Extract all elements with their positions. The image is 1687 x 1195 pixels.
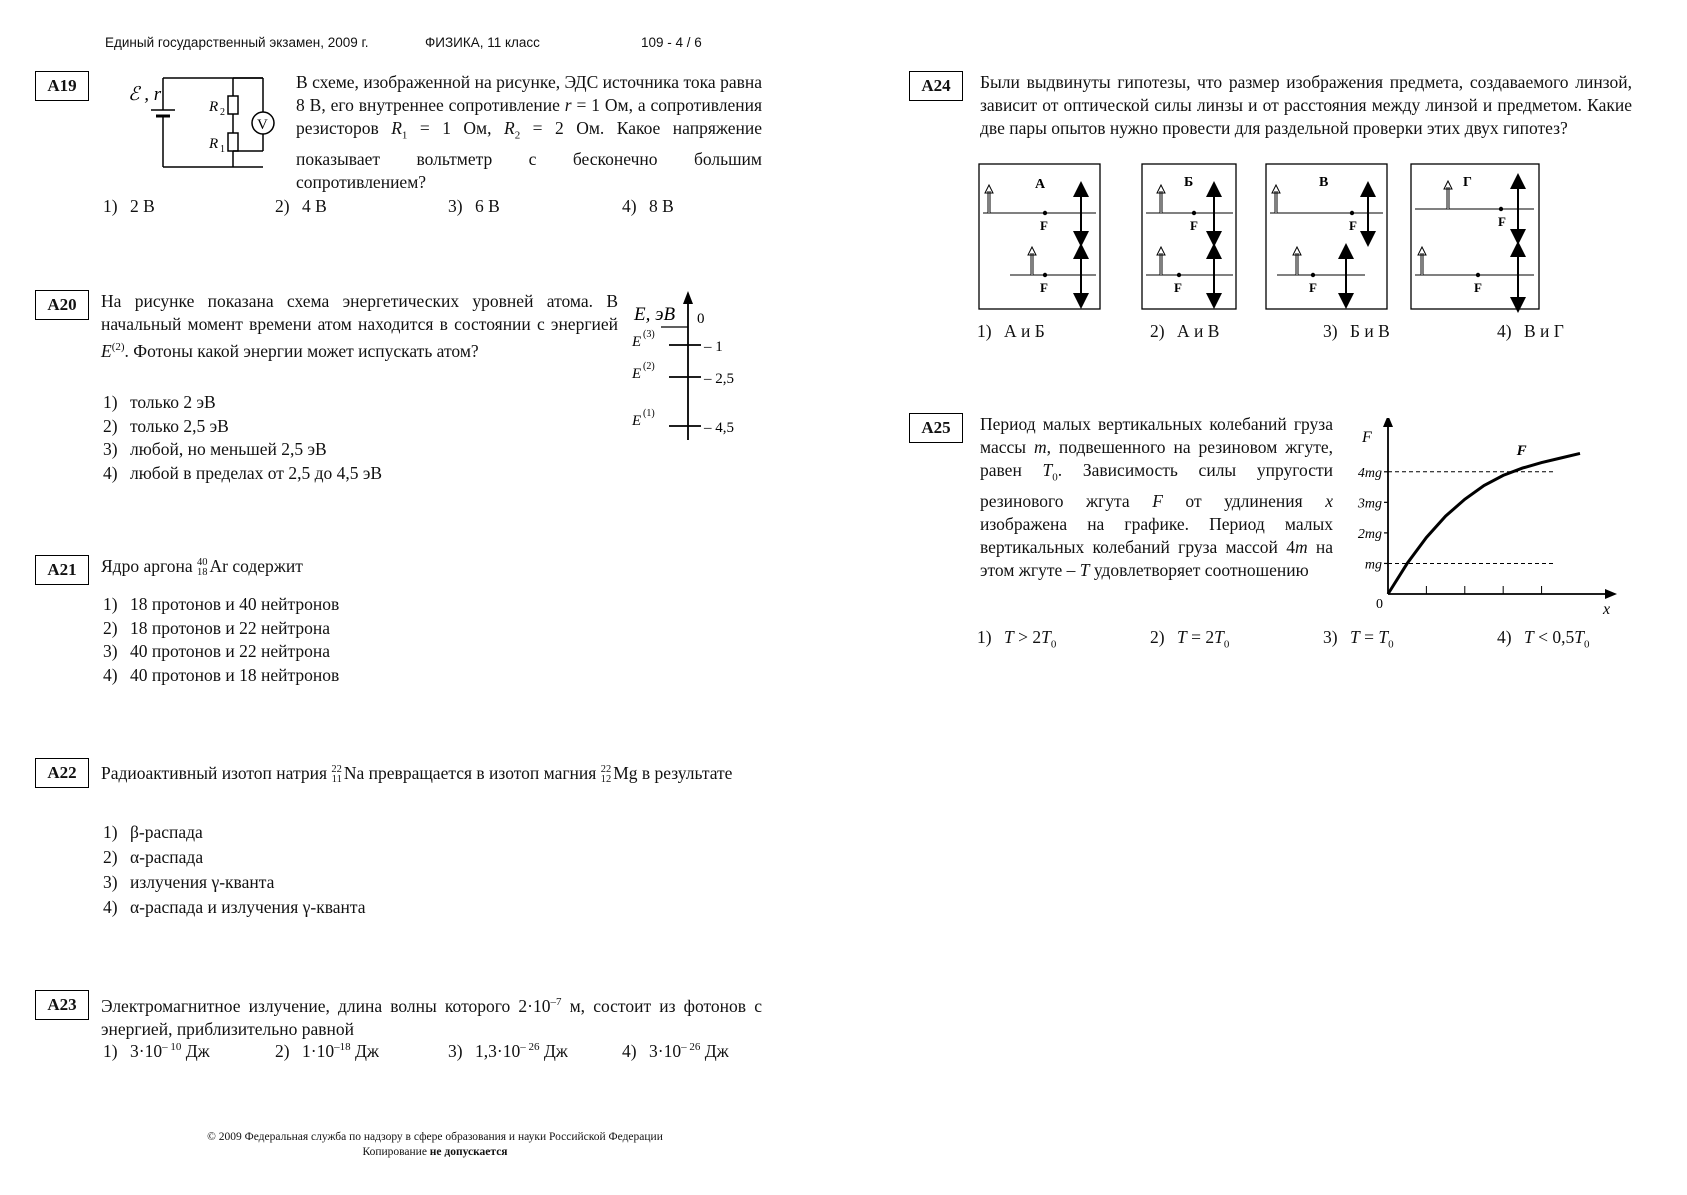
question-label-a23: A23 xyxy=(35,990,89,1020)
r1-sub: 1 xyxy=(220,144,225,155)
a21-text: Ядро аргона 40 18 Ar содержит xyxy=(101,556,303,578)
chart-dashed-levels xyxy=(1388,472,1556,564)
chart-ticks xyxy=(1357,466,1542,594)
a24-option-4: 4) В и Г xyxy=(1497,321,1564,341)
chart-axes xyxy=(1383,418,1617,599)
a20-option-2: 2) только 2,5 эВ xyxy=(103,415,229,436)
a19-option-3: 3) 6 В xyxy=(448,196,500,216)
a20-option-1: 1) только 2 эВ xyxy=(103,392,216,412)
a20-option-3: 3) любой, но меньшей 2,5 эВ xyxy=(103,439,327,459)
svg-text:F: F xyxy=(1498,214,1506,229)
a22-option-2: 2) α-распада xyxy=(103,847,204,867)
circuit-emf-label: ℰ , r xyxy=(128,84,162,105)
lens-experiments xyxy=(978,163,1540,313)
svg-text:F: F xyxy=(1190,218,1198,233)
a25-option-2: 2) $T = 2T_0$ xyxy=(1150,627,1230,651)
svg-text:F: F xyxy=(1040,218,1048,233)
panel-g xyxy=(1411,164,1539,309)
a22-option-3: 3) излучения γ-кванта xyxy=(103,872,275,892)
svg-text:Б: Б xyxy=(1184,175,1194,190)
a24-option-2: 2) А и В xyxy=(1150,321,1220,341)
a19-option-2: 2) 4 В xyxy=(275,196,327,216)
a21-option-2: 2) 18 протонов и 22 нейтрона xyxy=(103,617,331,638)
energy-axis-label: E, эВ xyxy=(634,304,676,325)
svg-text:(2): (2) xyxy=(643,361,655,372)
svg-text:E: E xyxy=(632,334,642,350)
svg-text:А: А xyxy=(1035,177,1046,192)
svg-text:(3): (3) xyxy=(643,329,655,340)
svg-text:F: F xyxy=(1040,280,1048,295)
question-label-a20: A20 xyxy=(35,290,89,320)
footer-copy-note: Копирование не допускается xyxy=(362,1146,508,1158)
level-value-2: – 2,5 xyxy=(704,371,734,387)
a22-options xyxy=(103,820,366,920)
a21-option-3: 3) 40 протонов и 22 нейтрона xyxy=(103,641,331,661)
r2-label: R xyxy=(209,99,219,115)
a19-option-4: 4) 8 В xyxy=(622,196,674,216)
level-value-1: – 1 xyxy=(704,339,723,355)
chart-y-tick-label: 4mg xyxy=(1357,465,1382,481)
svg-text:E: E xyxy=(632,366,642,382)
voltmeter-label: V xyxy=(257,117,268,133)
question-label-a22: A22 xyxy=(35,758,89,788)
header-subject: ФИЗИКА, 11 класс xyxy=(425,35,540,50)
chart-y-tick-label: 3mg xyxy=(1357,496,1382,512)
svg-text:F: F xyxy=(1349,218,1357,233)
chart-y-tick-label: mg xyxy=(1364,557,1382,573)
panel-a xyxy=(979,164,1100,309)
a23-option-2: 2) $1\cdot 10^{-18}$ Дж xyxy=(275,1041,379,1061)
panel-b xyxy=(1142,164,1236,309)
svg-text:Г: Г xyxy=(1463,175,1472,190)
a22-text: Радиоактивный изотоп натрия 22 11 Na превращается в изотоп магния 22 12 Mg в результате xyxy=(101,763,733,785)
chart-origin-label: 0 xyxy=(1376,597,1383,612)
chart-curve-label: F xyxy=(1516,442,1527,459)
svg-text:E: E xyxy=(632,413,642,429)
panel-v xyxy=(1266,164,1387,309)
r2-sub: 2 xyxy=(220,107,225,118)
chart-y-axis-label: F xyxy=(1362,429,1372,446)
a23-text: Электромагнитное излучение, длина волны которого $2\cdot 10^{-7}$ м, состоит из фотонов с энергией, приблизительно равной xyxy=(101,995,762,1039)
question-label-a21: A21 xyxy=(35,555,89,585)
a23-option-1: 1) $3\cdot 10^{- 10}$ Дж xyxy=(103,1041,210,1061)
r1-label: R xyxy=(209,136,219,152)
chart-x-arrow xyxy=(1605,589,1617,599)
svg-text:F: F xyxy=(1174,280,1182,295)
chart-y-arrow xyxy=(1383,418,1393,427)
a22-option-1: 1) β-распада xyxy=(103,822,203,842)
a25-option-3: 3) $T = T_0$ xyxy=(1323,627,1394,651)
question-label-a24: A24 xyxy=(909,71,963,101)
chart-y-tick-label: 2mg xyxy=(1357,526,1382,542)
a24-option-1: 1) А и Б xyxy=(977,321,1045,341)
question-label-a25: A25 xyxy=(909,413,963,443)
circuit-diagram xyxy=(125,70,285,180)
a21-option-4: 4) 40 протонов и 18 нейтронов xyxy=(103,664,340,685)
energy-level-diagram xyxy=(625,290,765,450)
resistor-r1 xyxy=(228,133,238,151)
a25-text: Период малых вертикальных колебаний груза массы m, подвешенного на резиновом жгуте, равен $T_0$. Зависимость силы упругости резинового жгута F от удлинения x изображена на графике. Период малых вертикальных колебаний груза массой 4m на этом жгуте – T удовлетворяет соотношению xyxy=(980,414,1334,580)
a22-option-4: 4) α-распада и излучения γ-кванта xyxy=(103,897,366,917)
a24-option-3: 3) Б и В xyxy=(1323,321,1390,341)
resistor-r2 xyxy=(228,96,238,114)
question-label-a19: A19 xyxy=(35,71,89,101)
a21-options xyxy=(103,593,339,687)
a25-option-4: 4) $T < 0,5T_0$ xyxy=(1497,627,1590,651)
a23-option-4: 4) $3\cdot 10^{- 26}$ Дж xyxy=(622,1041,729,1061)
energy-zero: 0 xyxy=(697,311,705,327)
level-value-3: – 4,5 xyxy=(704,420,734,436)
header-exam: Единый государственный экзамен, 2009 г. xyxy=(105,35,369,50)
a25-option-1: 1) $T > 2T_0$ xyxy=(977,627,1057,651)
header-page: 109 - 4 / 6 xyxy=(641,35,702,50)
svg-text:(1): (1) xyxy=(643,408,655,419)
svg-text:В: В xyxy=(1319,175,1329,190)
svg-text:F: F xyxy=(1474,280,1482,295)
chart-series-line-f xyxy=(1388,453,1580,594)
a21-option-1: 1) 18 протонов и 40 нейтронов xyxy=(103,594,340,614)
a20-options xyxy=(103,391,382,485)
a20-option-4: 4) любой в пределах от 2,5 до 4,5 эВ xyxy=(103,462,383,483)
force-extension-chart xyxy=(1340,418,1620,618)
chart-x-axis-label: x xyxy=(1603,601,1611,618)
a19-text: В схеме, изображенной на рисунке, ЭДС источника тока равна 8 В, его внутреннее сопротивление r = 1 Ом, а сопротивления резисторов $R_1 = 1$ Ом, $R_2 = 2$ Ом. Какое напряжение показывает вольтметр с бесконечно большим сопротивлением? xyxy=(296,72,763,192)
a24-text: Были выдвинуты гипотезы, что размер изображения предмета, создаваемого линзой, зависит от оптической силы линзы и от расстояния между линзой и предметом. Какие две пары опытов нужно провести для раздельной проверки этих двух гипотез? xyxy=(980,72,1632,138)
svg-text:F: F xyxy=(1309,280,1317,295)
footer-copyright: © 2009 Федеральная служба по надзору в сфере образования и науки Российской Федерации xyxy=(207,1131,663,1143)
a23-option-3: 3) $1,3\cdot 10^{- 26}$ Дж xyxy=(448,1041,568,1061)
a20-text: На рисунке показана схема энергетических уровней атома. В начальный момент времени атом находится в состоянии с энергией $E^{(2)}$. Фотоны какой энергии может испускать атом? xyxy=(101,291,618,361)
a19-option-1: 1) 2 В xyxy=(103,196,155,216)
